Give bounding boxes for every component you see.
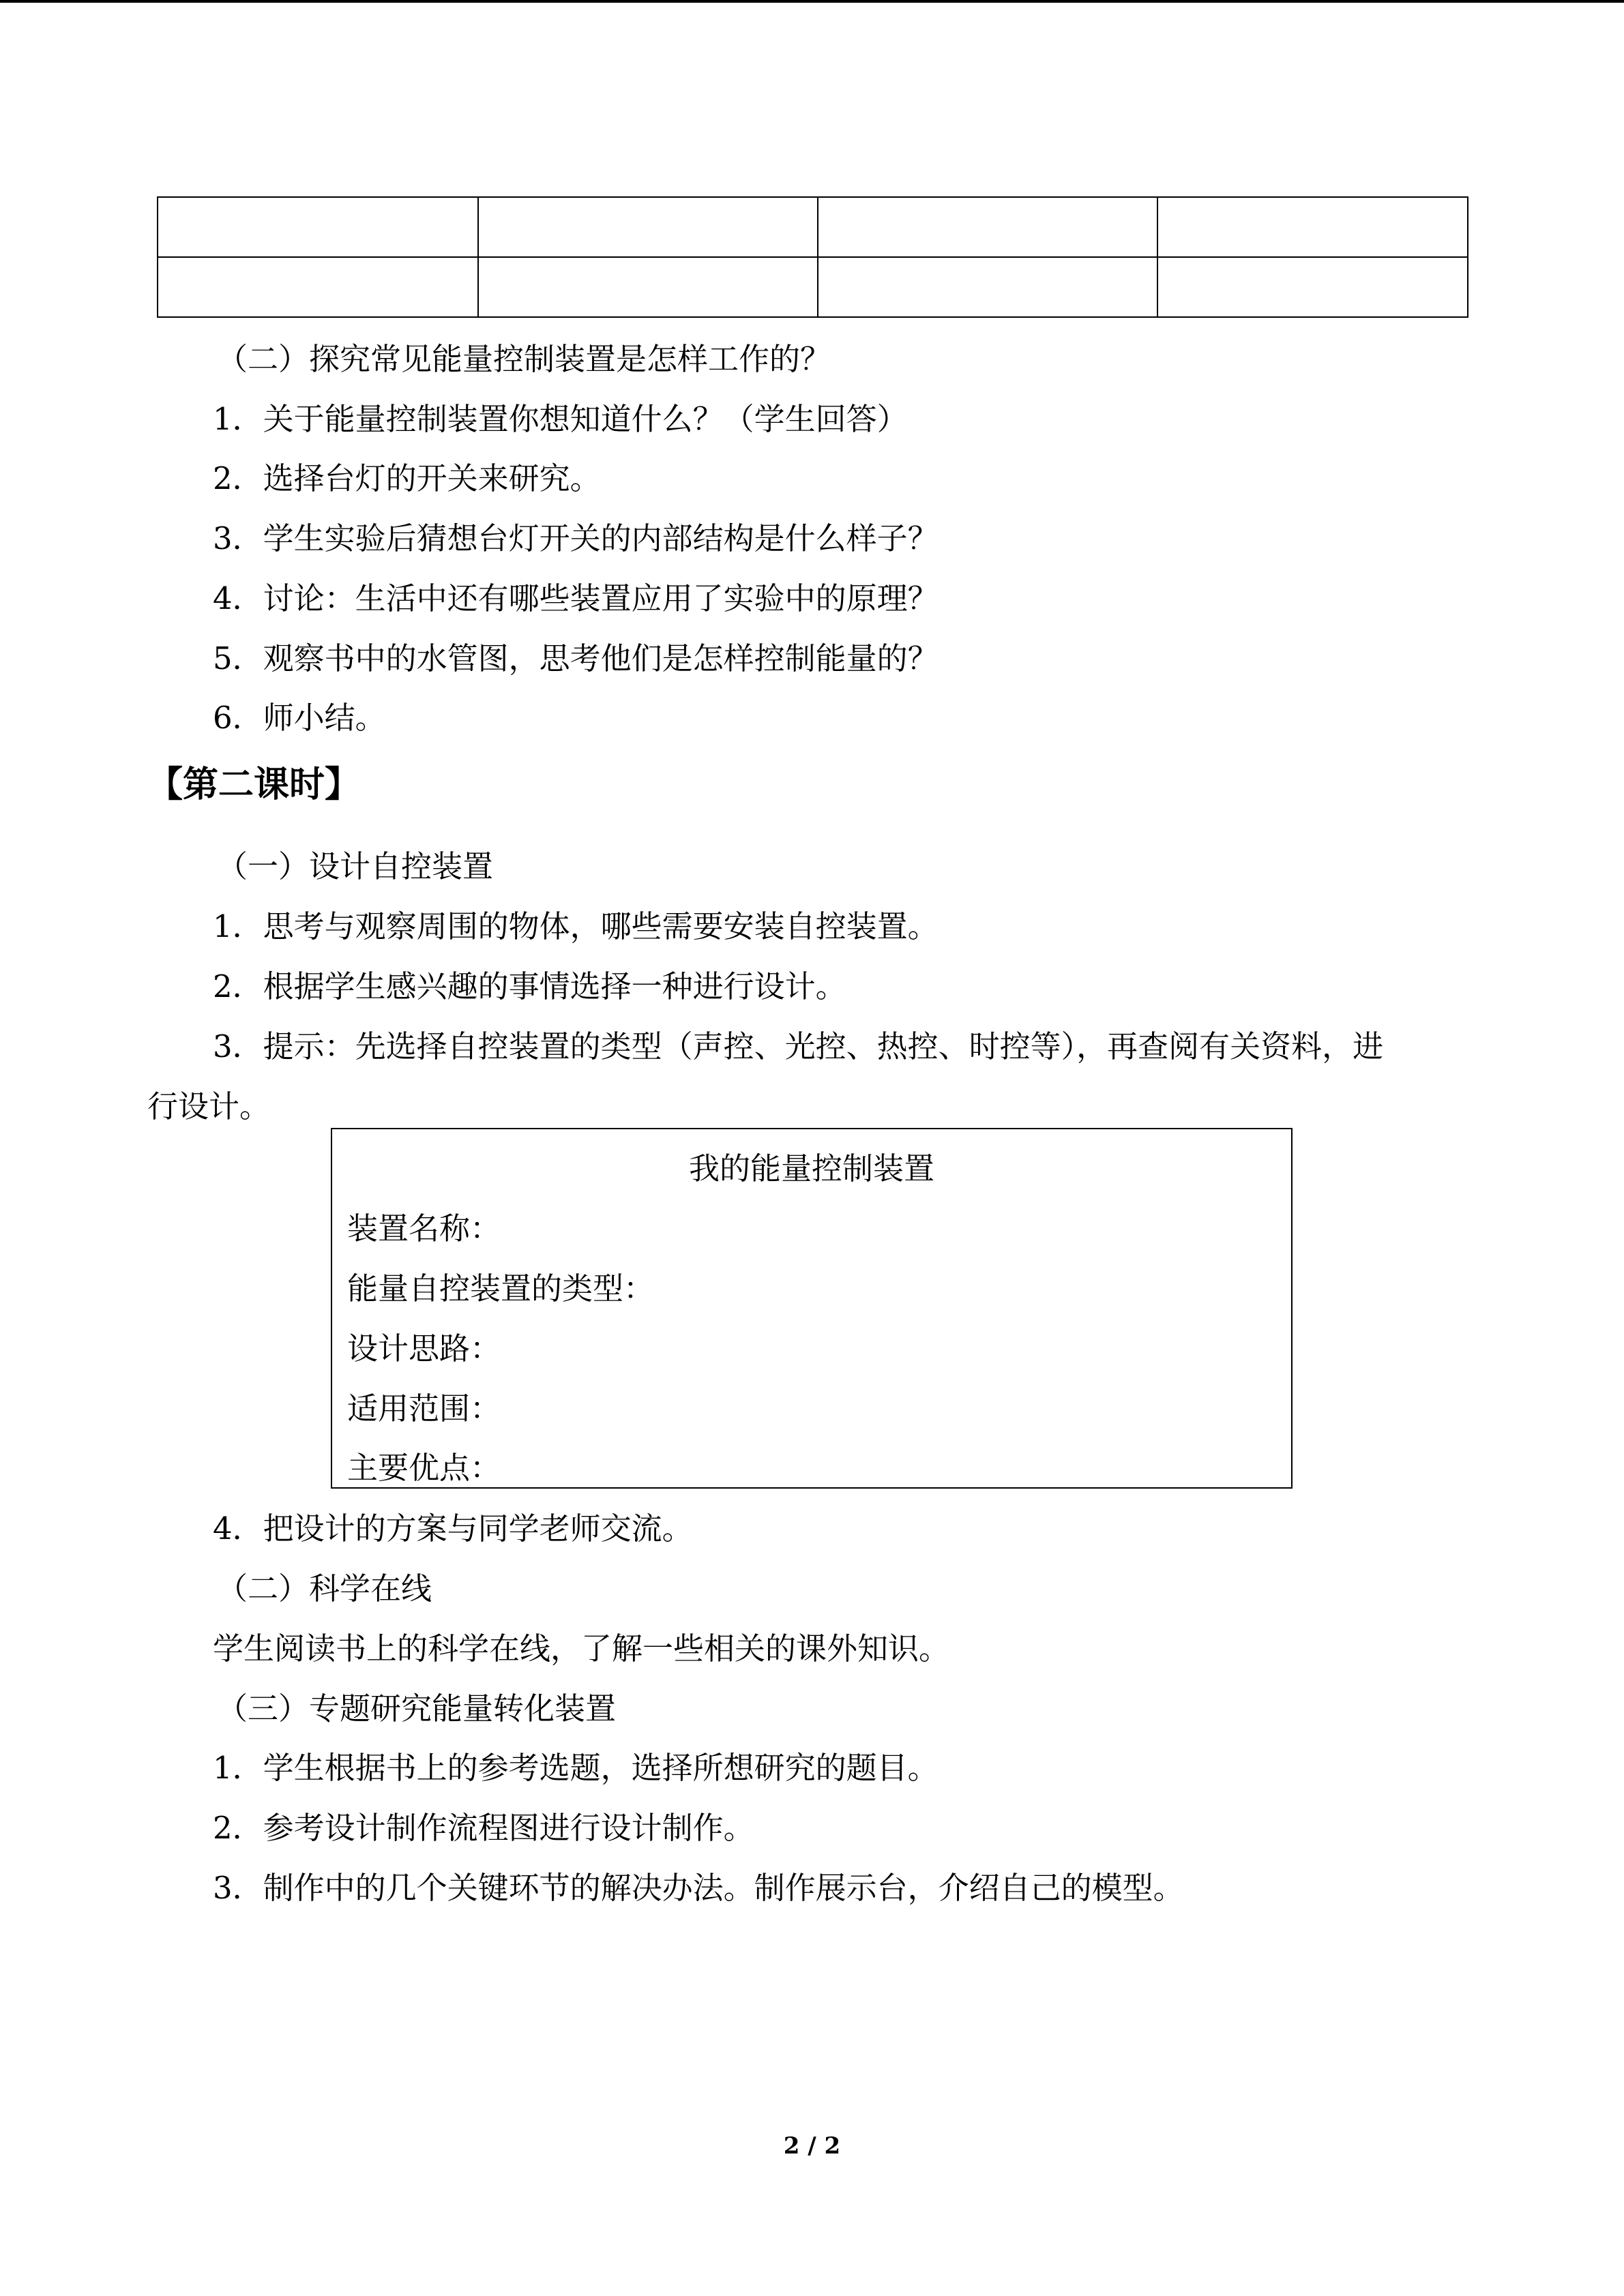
table-row: [158, 257, 1468, 317]
blank-table: [157, 196, 1468, 318]
table-cell: [1157, 197, 1468, 257]
list-item: 6．师小结。: [213, 700, 386, 736]
list-item: 4．讨论：生活中还有哪些装置应用了实验中的原理？: [213, 580, 939, 616]
table-cell: [818, 197, 1157, 257]
list-item: 5．观察书中的水管图，思考他们是怎样控制能量的？: [213, 640, 939, 676]
table-row: [158, 197, 1468, 257]
list-item: 1．学生根据书上的参考选题，选择所想研究的题目。: [213, 1750, 939, 1786]
table-cell: [1157, 257, 1468, 317]
field-label-name: 装置名称：: [347, 1210, 501, 1247]
lesson-heading: 【第二课时】: [147, 764, 361, 805]
list-item: 2．参考设计制作流程图进行设计制作。: [213, 1810, 754, 1846]
list-item-continuation: 行设计。: [147, 1088, 271, 1124]
field-label-idea: 设计思路：: [347, 1330, 501, 1367]
field-label-type: 能量自控装置的类型：: [347, 1270, 655, 1307]
list-item: 3．制作中的几个关键环节的解决办法。制作展示台，介绍自己的模型。: [213, 1870, 1184, 1906]
table-cell: [818, 257, 1157, 317]
section-title: （二）探究常见能量控制装置是怎样工作的？: [217, 341, 831, 377]
field-label-scope: 适用范围：: [347, 1390, 501, 1427]
list-item: 2．根据学生感兴趣的事情选择一种进行设计。: [213, 968, 846, 1004]
section-title: （一）设计自控装置: [217, 848, 494, 884]
list-item: 1．思考与观察周围的物体，哪些需要安装自控装置。: [213, 908, 939, 944]
page-number: 2 / 2: [783, 2132, 841, 2160]
design-box-title: 我的能量控制装置: [688, 1150, 934, 1187]
design-box: [331, 1128, 1293, 1489]
section-title: （三）专题研究能量转化装置: [217, 1690, 617, 1727]
list-item: 1．关于能量控制装置你想知道什么？（学生回答）: [213, 401, 908, 437]
list-item: 4．把设计的方案与同学老师交流。: [213, 1510, 693, 1547]
list-item: 3．学生实验后猜想台灯开关的内部结构是什么样子？: [213, 520, 939, 556]
section-title: （二）科学在线: [217, 1570, 432, 1607]
paragraph: 学生阅读书上的科学在线，了解一些相关的课外知识。: [213, 1630, 950, 1667]
list-item: 2．选择台灯的开关来研究。: [213, 460, 601, 496]
list-item: 3．提示：先选择自控装置的类型（声控、光控、热控、时控等），再查阅有关资料，进: [213, 1028, 1384, 1064]
top-rule: [0, 0, 1624, 3]
field-label-advantages: 主要优点：: [347, 1450, 501, 1486]
table-cell: [478, 197, 818, 257]
table-cell: [478, 257, 818, 317]
table-cell: [158, 197, 478, 257]
table-cell: [158, 257, 478, 317]
